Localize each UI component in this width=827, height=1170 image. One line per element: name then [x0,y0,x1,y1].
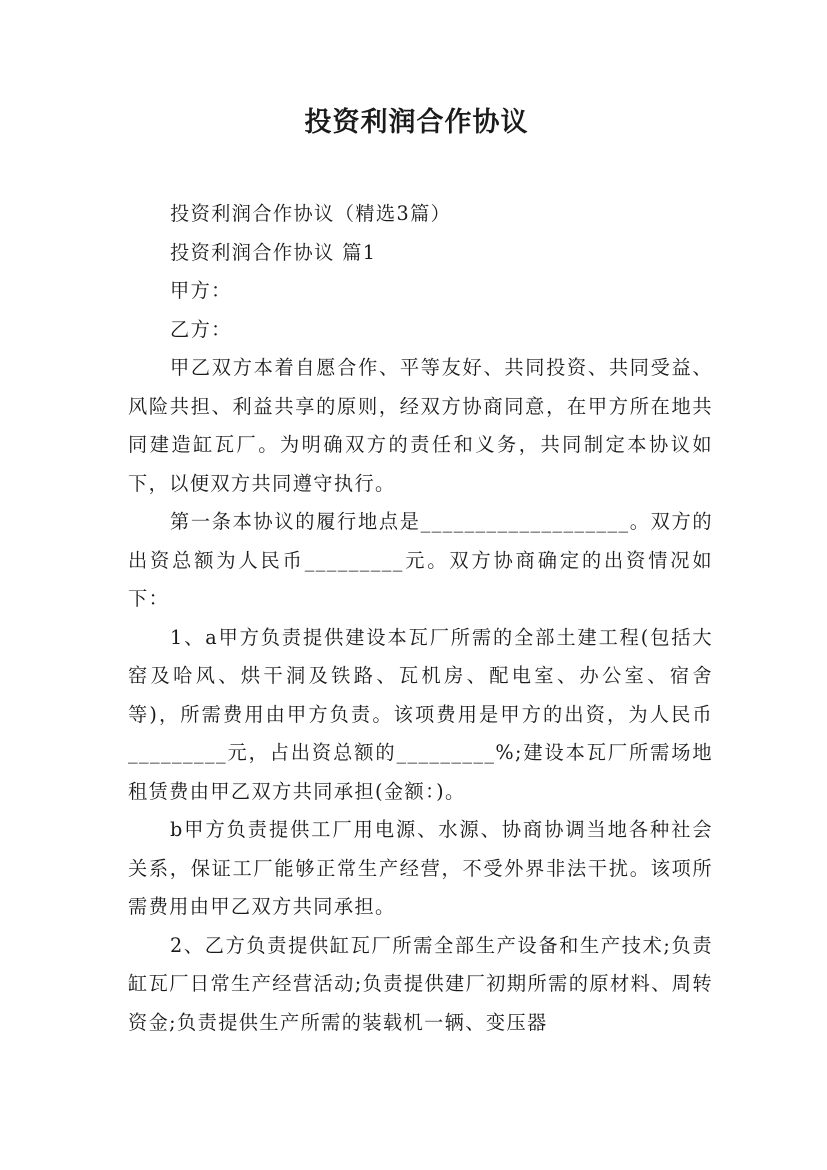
paragraph-item-1a: 1、a甲方负责提供建设本瓦厂所需的全部土建工程(包括大窑及哈风、烘干洞及铁路、瓦机房、配电室、办公室、宿舍等)，所需费用由甲方负责。该项费用是甲方的出资，为人民币_________元，占出资总额的_________%;建设本瓦厂所需场地租赁费由甲乙双方共同承担(金额：)。 [128,625,713,803]
paragraph-article-1: 第一条本协议的履行地点是___________________。双方的出资总额为人民币_________元。双方协商确定的出资情况如下： [128,510,713,610]
paragraph-party-b: 乙方： [170,317,232,341]
document-title: 投资利润合作协议 [304,107,529,138]
paragraph-preamble: 甲乙双方本着自愿合作、平等友好、共同投资、共同受益、风险共担、利益共享的原则，经双方协商同意，在甲方所在地共同建造缸瓦厂。为明确双方的责任和义务，共同制定本协议如下，以便双方共同遵守执行。 [128,356,713,495]
paragraph-subtitle: 投资利润合作协议（精选3篇） [170,202,452,225]
paragraph-item-2: 2、乙方负责提供缸瓦厂所需全部生产设备和生产技术;负责缸瓦厂日常生产经营活动;负责提供建厂初期所需的原材料、周转资金;负责提供生产所需的装载机一辆、变压器 [128,933,713,1034]
paragraph-section-heading: 投资利润合作协议 篇1 [170,240,377,264]
paragraph-item-1b: b甲方负责提供工厂用电源、水源、协商协调当地各种社会关系，保证工厂能够正常生产经营，不受外界非法干扰。该项所需费用由甲乙双方共同承担。 [128,818,713,918]
document-body [128,195,713,1042]
paragraph-party-a: 甲方： [170,279,232,302]
